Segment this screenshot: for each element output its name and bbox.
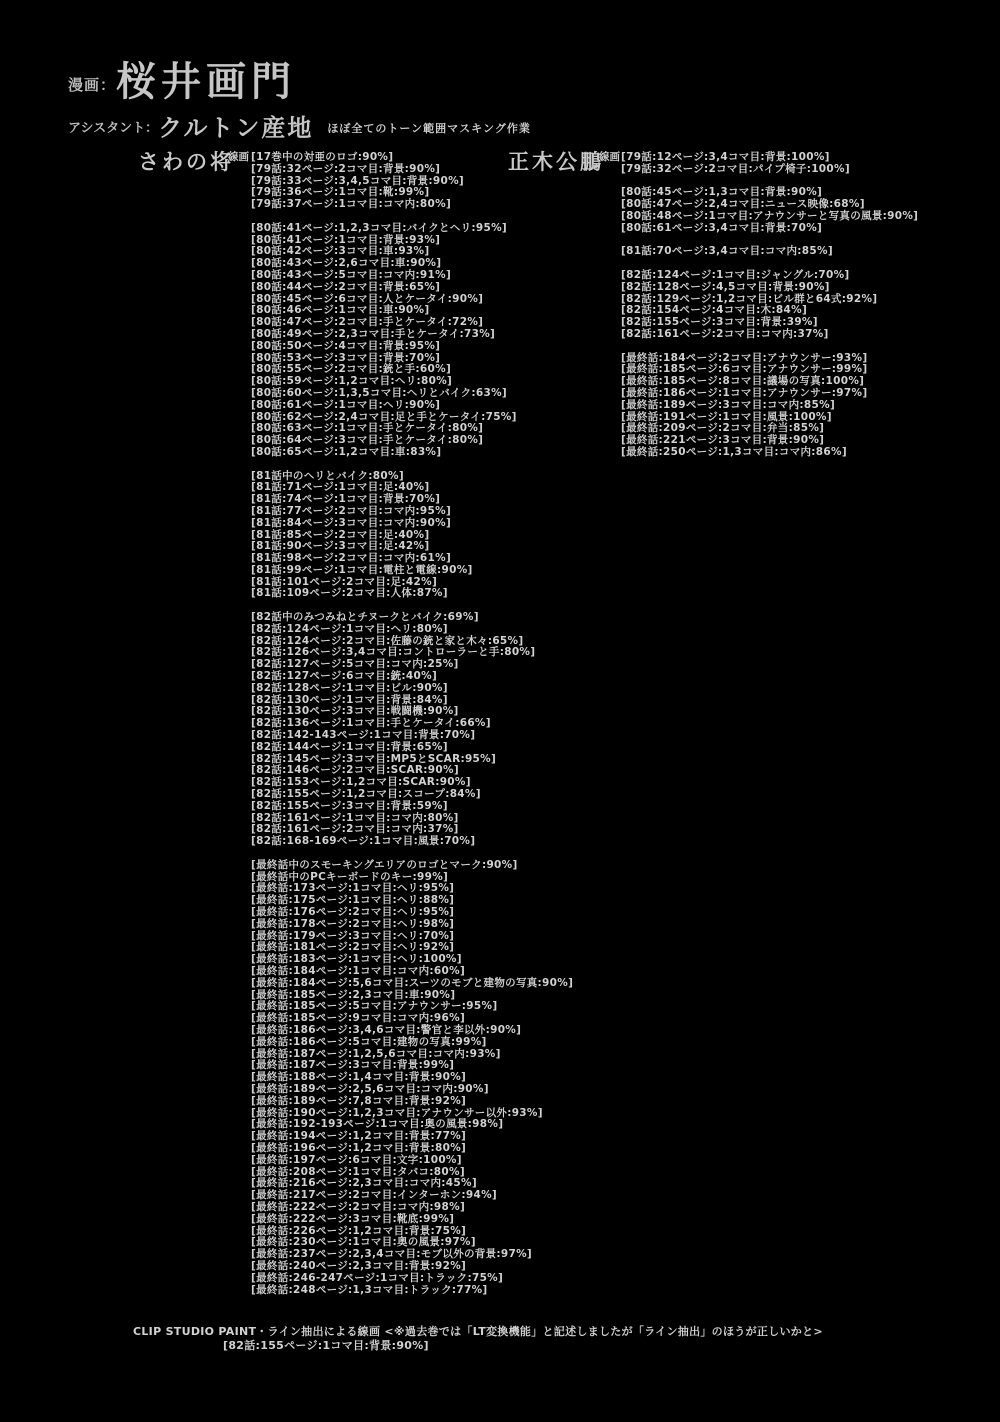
credit-line: [79話:12ページ:3,4コマ目:背景:100%] [621,151,830,163]
credit-line: [82話:127ページ:6コマ目:銃:40%] [251,670,438,683]
credit-line: [最終話:222ページ:2コマ目:コマ内:98%] [251,1200,466,1213]
credit-line: [最終話:184ページ:2コマ目:アナウンサー:93%] [621,351,868,364]
credit-line: [最終話:185ページ:6コマ目:アナウンサー:99%] [621,363,868,376]
credit-block [621,187,918,234]
credit-line: [82話:168-169ページ:1コマ目:風景:70%] [251,835,476,848]
credit-line: [最終話:194ページ:1,2コマ目:背景:77%] [251,1130,467,1143]
credit-line: [80話:65ページ:1,2コマ目:車:83%] [251,445,442,458]
credit-line: [最終話:187ページ:1,2,5,6コマ目:コマ内:93%] [251,1047,501,1060]
credit-line: [81話:74ページ:1コマ目:背景:70%] [251,493,441,506]
credit-line: [最終話:191ページ:1コマ目:風景:100%] [621,410,832,423]
credit-block [621,353,918,459]
credit-line: [82話:130ページ:1コマ目:背景:84%] [251,693,448,706]
credit-line: [最終話:185ページ:8コマ目:議場の写真:100%] [621,375,865,388]
credit-line: [82話:146ページ:2コマ目:SCAR:90%] [251,764,459,777]
credit-line: [82話:127ページ:5コマ目:コマ内:25%] [251,658,459,671]
credit-line: [82話:128ページ:1コマ目:ビル:90%] [251,681,448,694]
credit-line: [82話:130ページ:3コマ目:戦闘機:90%] [251,705,459,718]
credit-list-right [621,152,918,459]
credit-line: [最終話:217ページ:2コマ目:インターホン:94%] [251,1189,498,1202]
assistant-name-masaki: 正木公鵬 [508,149,604,174]
credit-block [251,471,573,601]
credit-line: [最終話:240ページ:2,3コマ目:背景:92%] [251,1259,467,1272]
credit-line: [79話:32ページ:2コマ目:パイプ椅子:100%] [621,162,850,175]
credit-line: [最終話:185ページ:5コマ目:アナウンサー:95%] [251,1000,498,1013]
credit-line: [80話:61ページ:1コマ目:ヘリ:90%] [251,398,441,411]
credit-line: [79話:37ページ:1コマ目:コマ内:80%] [251,198,452,211]
credit-line: [82話:145ページ:3コマ目:MP5とSCAR:95%] [251,752,497,765]
credit-line: [80話:53ページ:3コマ目:背景:70%] [251,351,441,364]
credit-line: [最終話:186ページ:3,4,6コマ目:警官と李以外:90%] [251,1023,522,1036]
assistant-name-sawano: さわの将 [138,149,234,174]
credit-line: [最終話:186ページ:5コマ目:建物の写真:99%] [251,1035,487,1048]
credit-line: [82話:155ページ:3コマ目:背景:39%] [621,316,818,329]
credit-line: [最終話:190ページ:1,2,3コマ目:アナウンサー以外:93%] [251,1106,543,1119]
credit-list-left [251,152,573,1296]
assistant-name: クルトン産地 [158,113,314,142]
credit-block [621,152,918,176]
credit-line: [最終話:178ページ:2コマ目:ヘリ:98%] [251,917,455,930]
credit-line: [最終話:197ページ:6コマ目:文字:100%] [251,1153,462,1166]
credit-block [621,270,918,341]
credit-line: [最終話:230ページ:1コマ目:奥の風景:97%] [251,1236,476,1249]
manga-artist-row [68,58,297,105]
credit-line: [82話:155ページ:1,2コマ目:スコープ:84%] [251,788,481,801]
credit-line: [80話:60ページ:1,3,5コマ目:ヘリとバイク:63%] [251,386,508,399]
credit-line: [79話:32ページ:2コマ目:背景:90%] [251,162,441,175]
credit-line: [最終話中のスモーキングエリアのロゴとマーク:90%] [251,858,518,871]
credit-line: [80話:41ページ:1コマ目:背景:93%] [251,233,441,246]
credit-line: [80話:43ページ:2,6コマ目:車:90%] [251,257,442,270]
credit-line: [82話:124ページ:1コマ目:ヘリ:80%] [251,622,448,635]
credit-line: [81話:109ページ:2コマ目:人体:87%] [251,587,448,600]
software-note: CLIP STUDIO PAINT・ライン抽出による線画 <※過去巻では「LT変換機能」と記述しましたが「ライン抽出」のほうが正しいかと> [133,1325,823,1338]
credit-block [251,223,573,459]
credit-line: [最終話:192-193ページ:1コマ目:奥の風景:98%] [251,1118,504,1131]
credit-line: [80話:46ページ:1コマ目:車:90%] [251,304,430,317]
credit-line: [81話:71ページ:1コマ目:足:40%] [251,481,430,494]
manga-label: 漫画： [68,76,117,94]
credit-block [621,246,918,258]
credit-line: [82話:144ページ:1コマ目:背景:65%] [251,740,448,753]
assistant-row [68,113,531,142]
credit-line: [80話:42ページ:3コマ目:車:93%] [251,245,430,258]
credit-line: [81話中のヘリとバイク:80%] [251,469,404,482]
credit-line: [80話:44ページ:2コマ目:背景:65%] [251,280,441,293]
credit-line: [最終話:189ページ:3コマ目:コマ内:85%] [621,398,836,411]
credit-line: [最終話:208ページ:1コマ目:タバコ:80%] [251,1165,465,1178]
credit-line: [81話:70ページ:3,4コマ目:コマ内:85%] [621,245,833,258]
credit-line: [最終話:250ページ:1,3コマ目:コマ内:86%] [621,445,847,458]
credit-line: [81話:85ページ:2コマ目:足:40%] [251,528,430,541]
credit-line: [80話:45ページ:6コマ目:人とケータイ:90%] [251,292,484,305]
credit-line: [80話:62ページ:2,4コマ目:足と手とケータイ:75%] [251,410,517,423]
credit-line: [最終話:246-247ページ:1コマ目:トラック:75%] [251,1271,504,1284]
credit-line: [80話:50ページ:4コマ目:背景:95%] [251,339,441,352]
credit-line: [最終話:189ページ:2,5,6コマ目:コマ内:90%] [251,1082,489,1095]
credit-line: [81話:98ページ:2コマ目:コマ内:61%] [251,552,452,565]
credit-line: [82話中のみつみねとチヌークとバイク:69%] [251,611,479,624]
credit-line: [最終話:179ページ:3コマ目:ヘリ:70%] [251,929,455,942]
credit-line: [最終話:221ページ:3コマ目:背景:90%] [621,434,825,447]
credit-line: [最終話:186ページ:1コマ目:アナウンサー:97%] [621,386,868,399]
credit-line: [81話:84ページ:3コマ目:コマ内:90%] [251,516,452,529]
credit-line: [82話:136ページ:1コマ目:手とケータイ:66%] [251,717,491,730]
credit-line: [最終話:248ページ:1,3コマ目:トラック:77%] [251,1283,488,1296]
credit-block [251,612,573,848]
credit-line: [80話:45ページ:1,3コマ目:背景:90%] [621,186,823,199]
credit-line: [80話:59ページ:1,2コマ目:ヘリ:80%] [251,375,453,388]
credit-line: [最終話:185ページ:2,3コマ目:車:90%] [251,988,456,1001]
credit-line: [82話:124ページ:1コマ目:ジャングル:70%] [621,268,850,281]
credit-line: [81話:77ページ:2コマ目:コマ内:95%] [251,504,452,517]
credit-line: [最終話:189ページ:7,8コマ目:背景:92%] [251,1094,467,1107]
credit-line: [最終話中のPCキーボードのキー:99%] [251,870,449,883]
credit-line: [最終話:175ページ:1コマ目:ヘリ:88%] [251,894,455,907]
lineart-label-right: 線画 [599,151,620,163]
credit-line: [80話:43ページ:5コマ目:コマ内:91%] [251,268,452,281]
credit-line: [80話:64ページ:3コマ目:手とケータイ:80%] [251,434,484,447]
credit-line: [最終話:222ページ:3コマ目:靴底:99%] [251,1212,455,1225]
credit-line: [81話:90ページ:3コマ目:足:42%] [251,540,430,553]
credit-line: [82話:126ページ:3,4コマ目:コントローラーと手:80%] [251,646,536,659]
credit-line: [最終話:209ページ:2コマ目:弁当:85%] [621,422,825,435]
credit-line: [最終話:181ページ:2コマ目:ヘリ:92%] [251,941,455,954]
credit-line: [最終話:173ページ:1コマ目:ヘリ:95%] [251,882,455,895]
credit-line: [80話:47ページ:2,4コマ目:ニュース映像:68%] [621,198,865,211]
credit-line: [最終話:187ページ:3コマ目:背景:99%] [251,1059,455,1072]
credit-line: [80話:41ページ:1,2,3コマ目:バイクとヘリ:95%] [251,221,508,234]
credit-line: [79話:33ページ:3,4,5コマ目:背景:90%] [251,174,465,187]
credit-line: [最終話:184ページ:5,6コマ目:スーツのモブと建物の写真:90%] [251,976,574,989]
credit-line: [17巻中の対亜のロゴ:90%] [251,151,394,163]
credit-line: [最終話:216ページ:2,3コマ目:コマ内:45%] [251,1177,477,1190]
credit-line: [80話:55ページ:2コマ目:銃と手:60%] [251,363,452,376]
credit-line: [80話:49ページ:2,3コマ目:手とケータイ:73%] [251,327,496,340]
credit-line: [最終話:183ページ:1コマ目:ヘリ:100%] [251,953,462,966]
credit-line: [最終話:237ページ:2,3,4コマ目:モブ以外の背景:97%] [251,1248,533,1261]
credit-line: [82話:129ページ:1,2コマ目:ビル群と64式:92%] [621,292,878,305]
software-note-entry: [82話:155ページ:1コマ目:背景:90%] [223,1339,429,1352]
credit-line: [82話:161ページ:1コマ目:コマ内:80%] [251,811,459,824]
credit-line: [82話:142-143ページ:1コマ目:背景:70%] [251,729,476,742]
credit-line: [82話:153ページ:1,2コマ目:SCAR:90%] [251,776,471,789]
credit-line: [79話:36ページ:1コマ目:靴:99%] [251,186,430,199]
credit-line: [最終話:196ページ:1,2コマ目:背景:80%] [251,1141,467,1154]
assistant-label: アシスタント： [68,121,159,136]
credit-line: [81話:99ページ:1コマ目:電柱と電線:90%] [251,563,473,576]
credit-line: [82話:128ページ:4,5コマ目:背景:90%] [621,280,830,293]
credit-line: [最終話:176ページ:2コマ目:ヘリ:95%] [251,906,455,918]
credit-line: [81話:101ページ:2コマ目:足:42%] [251,575,438,588]
credit-line: [80話:61ページ:3,4コマ目:背景:70%] [621,221,823,234]
credit-line: [82話:154ページ:4コマ目:木:84%] [621,304,808,317]
credit-line: [80話:47ページ:2コマ目:手とケータイ:72%] [251,316,484,329]
manga-artist-name: 桜井画門 [116,58,297,105]
lineart-label-left: 線画 [228,151,249,163]
credit-line: [82話:161ページ:2コマ目:コマ内:37%] [621,327,829,340]
credit-block [251,152,573,211]
credit-line: [82話:124ページ:2コマ目:佐藤の銃と家と木々:65%] [251,634,524,647]
credit-line: [82話:155ページ:3コマ目:背景:59%] [251,799,448,812]
assistant-note: ほぼ全てのトーン範囲マスキング作業 [327,122,531,135]
credit-line: [82話:161ページ:2コマ目:コマ内:37%] [251,823,459,836]
credit-line: [最終話:226ページ:1,2コマ目:背景:75%] [251,1224,467,1237]
credit-line: [最終話:184ページ:1コマ目:コマ内:60%] [251,964,466,977]
credit-block [251,860,573,1296]
credit-line: [最終話:188ページ:1,4コマ目:背景:90%] [251,1071,467,1084]
credit-line: [最終話:185ページ:9コマ目:コマ内:96%] [251,1012,466,1025]
credit-line: [80話:48ページ:1コマ目:アナウンサーと写真の風景:90%] [621,209,919,222]
credit-line: [80話:63ページ:1コマ目:手とケータイ:80%] [251,422,484,435]
